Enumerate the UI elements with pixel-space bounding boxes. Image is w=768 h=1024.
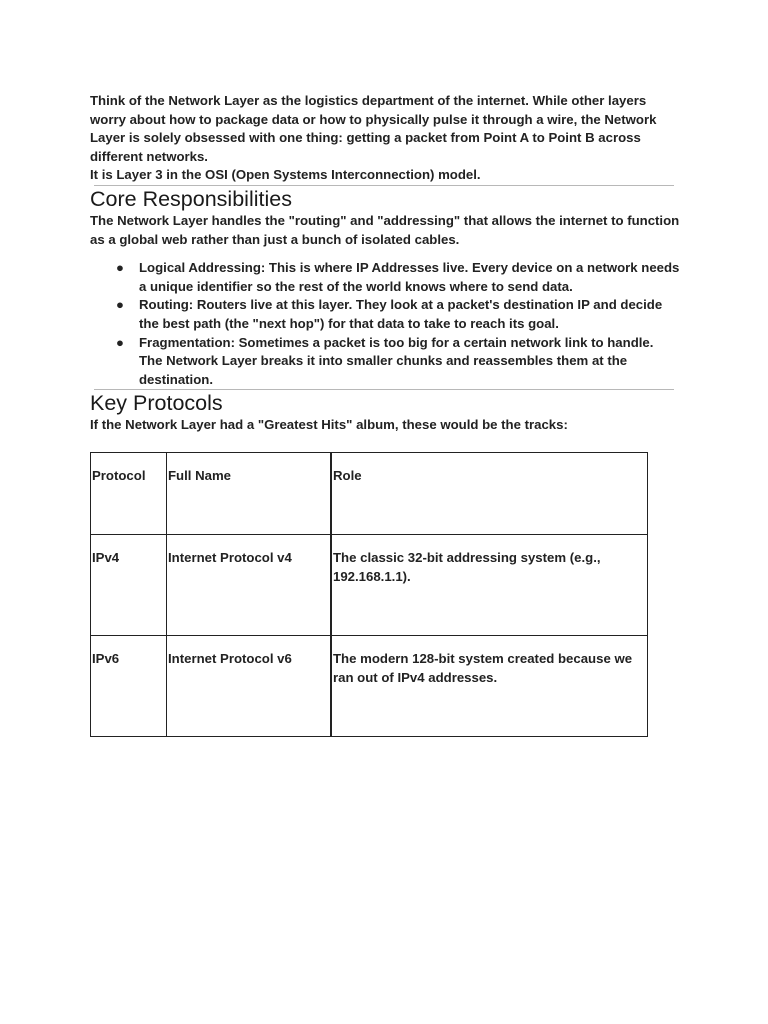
key-protocols-paragraph: If the Network Layer had a "Greatest Hits" album, these would be the tracks: [90, 417, 568, 433]
list-item-text: Logical Addressing: This is where IP Addresses live. Every device on a network needs a unique identifier so the rest of the world knows where to send data. [139, 260, 680, 294]
table-row [91, 635, 648, 736]
intro-layer-note: It is Layer 3 in the OSI (Open Systems Interconnection) model. [90, 167, 481, 183]
list-item [90, 296, 680, 333]
table-header-cell: Protocol [91, 452, 167, 534]
table-header-cell: Role [331, 452, 648, 534]
key-protocols-heading: Key Protocols [90, 391, 223, 416]
list-item-text: Routing: Routers live at this layer. They look at a packet's destination IP and decide the best path (the "next hop") for that data to take to reach its goal. [139, 297, 663, 331]
table-cell: Internet Protocol v4 [167, 534, 332, 635]
bullet-icon: ● [116, 334, 124, 350]
bullet-icon: ● [116, 260, 124, 276]
list-item-text: Fragmentation: Sometimes a packet is too big for a certain network link to handle. The Network Layer breaks it into smaller chunks and reassembles them at the destination. [139, 334, 654, 387]
responsibilities-list [90, 259, 680, 389]
table-cell: The classic 32-bit addressing system (e.g., 192.168.1.1). [331, 534, 648, 635]
core-responsibilities-heading: Core Responsibilities [90, 186, 292, 211]
table-header-cell: Full Name [167, 452, 332, 534]
table-cell: IPv4 [91, 534, 167, 635]
list-item [90, 259, 680, 296]
table-row [91, 534, 648, 635]
table-header-row [91, 452, 648, 534]
document-page [90, 92, 680, 737]
table-cell: The modern 128-bit system created because we ran out of IPv4 addresses. [331, 635, 648, 736]
list-item [90, 334, 680, 390]
table-cell: IPv6 [91, 635, 167, 736]
bullet-icon: ● [116, 297, 124, 313]
core-responsibilities-paragraph: The Network Layer handles the "routing" and "addressing" that allows the internet to function as a global web rather than just a bunch of isolated cables. [90, 212, 680, 247]
intro-paragraph: Think of the Network Layer as the logistics department of the internet. While other layers worry about how to package data or how to physically pulse it through a wire, the Network Layer is solely obsessed with one thing: getting a packet from Point A to Point B across different networks. [90, 93, 657, 164]
table-cell: Internet Protocol v6 [167, 635, 332, 736]
protocols-table [90, 452, 648, 737]
